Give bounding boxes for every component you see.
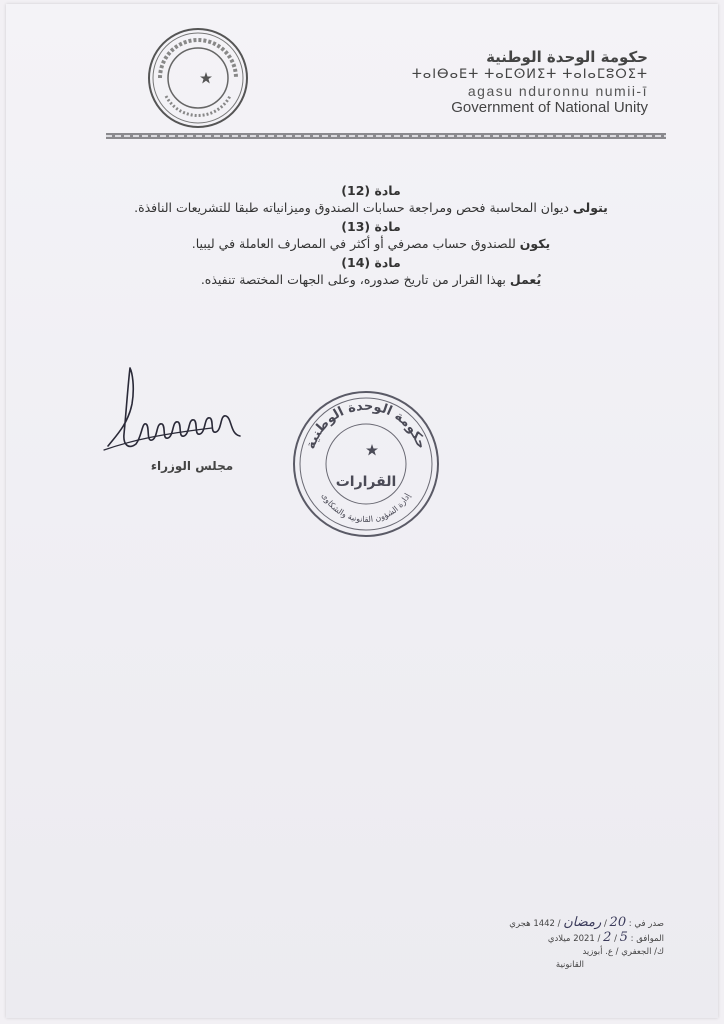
stamp-bottom-text: إدارة الشؤون القانونية والشكاوى	[319, 491, 413, 525]
stamp-ring-text: حكومة الوحدة الوطنية	[303, 398, 429, 452]
header-tifinagh: ⵜⴰⵏⴱⴰⴹⵜ ⵜⴰⵎⵙⵍⵉⵜ ⵜⴰⵏⴰⵎⵓⵔⵉⵜ	[411, 67, 648, 82]
initials-line: ك/ الجعفري / ع. أبوزيد	[582, 947, 664, 957]
signature-label: مجلس الوزراء	[150, 459, 234, 473]
gregorian-year: 2021	[573, 934, 595, 944]
reference-block	[464, 916, 664, 971]
gregorian-day: 5	[619, 930, 628, 945]
gregorian-suffix: ميلادي	[547, 934, 571, 944]
article-13-text: للصندوق حساب مصرفي أو أكثر في المصارف العاملة في ليبيا.	[191, 236, 520, 251]
articles-section	[116, 182, 626, 290]
article-13-lead: يكون	[519, 236, 551, 251]
corresponding-label: الموافق :	[630, 934, 664, 944]
header-arabic: حكومة الوحدة الوطنية	[486, 48, 648, 66]
article-13-body	[116, 235, 626, 252]
corresponding-line: الموافق : 5 / 2 / 2021 ميلادي	[547, 930, 664, 945]
article-12-title: مادة (12)	[341, 183, 401, 198]
crescent-icon	[352, 440, 372, 464]
official-stamp	[290, 388, 442, 540]
stamp-center-text: القرارات	[335, 474, 397, 490]
header-english: Government of National Unity	[451, 99, 648, 116]
issued-day: 20	[609, 915, 627, 930]
issued-month: رمضان	[563, 915, 602, 930]
article-14-title: مادة (14)	[341, 255, 401, 270]
state-emblem-icon	[146, 26, 250, 130]
issued-line: صدر في : 20 / رمضان / 1442 هجري	[509, 915, 664, 930]
article-14-text: بهذا القرار من تاريخ صدوره، وعلى الجهات المختصة تنفيذه.	[200, 272, 510, 287]
gregorian-month: 2	[603, 930, 612, 945]
article-14-body	[116, 271, 626, 288]
handwritten-signature	[102, 364, 252, 474]
article-12-lead: يتولى	[572, 200, 608, 215]
issued-year: 1442	[533, 919, 555, 929]
article-12-body	[116, 199, 626, 216]
article-12-text: ديوان المحاسبة فحص ومراجعة حسابات الصندوق وميزانياته طبقا للتشريعات النافذة.	[134, 200, 573, 215]
hijri-suffix: هجري	[509, 919, 531, 929]
article-14-lead: يُعمل	[509, 272, 542, 287]
issued-label: صدر في :	[628, 919, 664, 929]
star-icon	[366, 444, 378, 456]
document-page	[6, 4, 718, 1018]
article-13-title: مادة (13)	[341, 219, 401, 234]
government-header	[412, 48, 648, 117]
department-line: القانونية	[555, 960, 584, 970]
svg-text:إدارة الشؤون القانونية والشكاو	[320, 492, 413, 524]
header-latin: agasu nduronnu numii-ī	[467, 83, 648, 99]
header-divider	[106, 132, 666, 140]
